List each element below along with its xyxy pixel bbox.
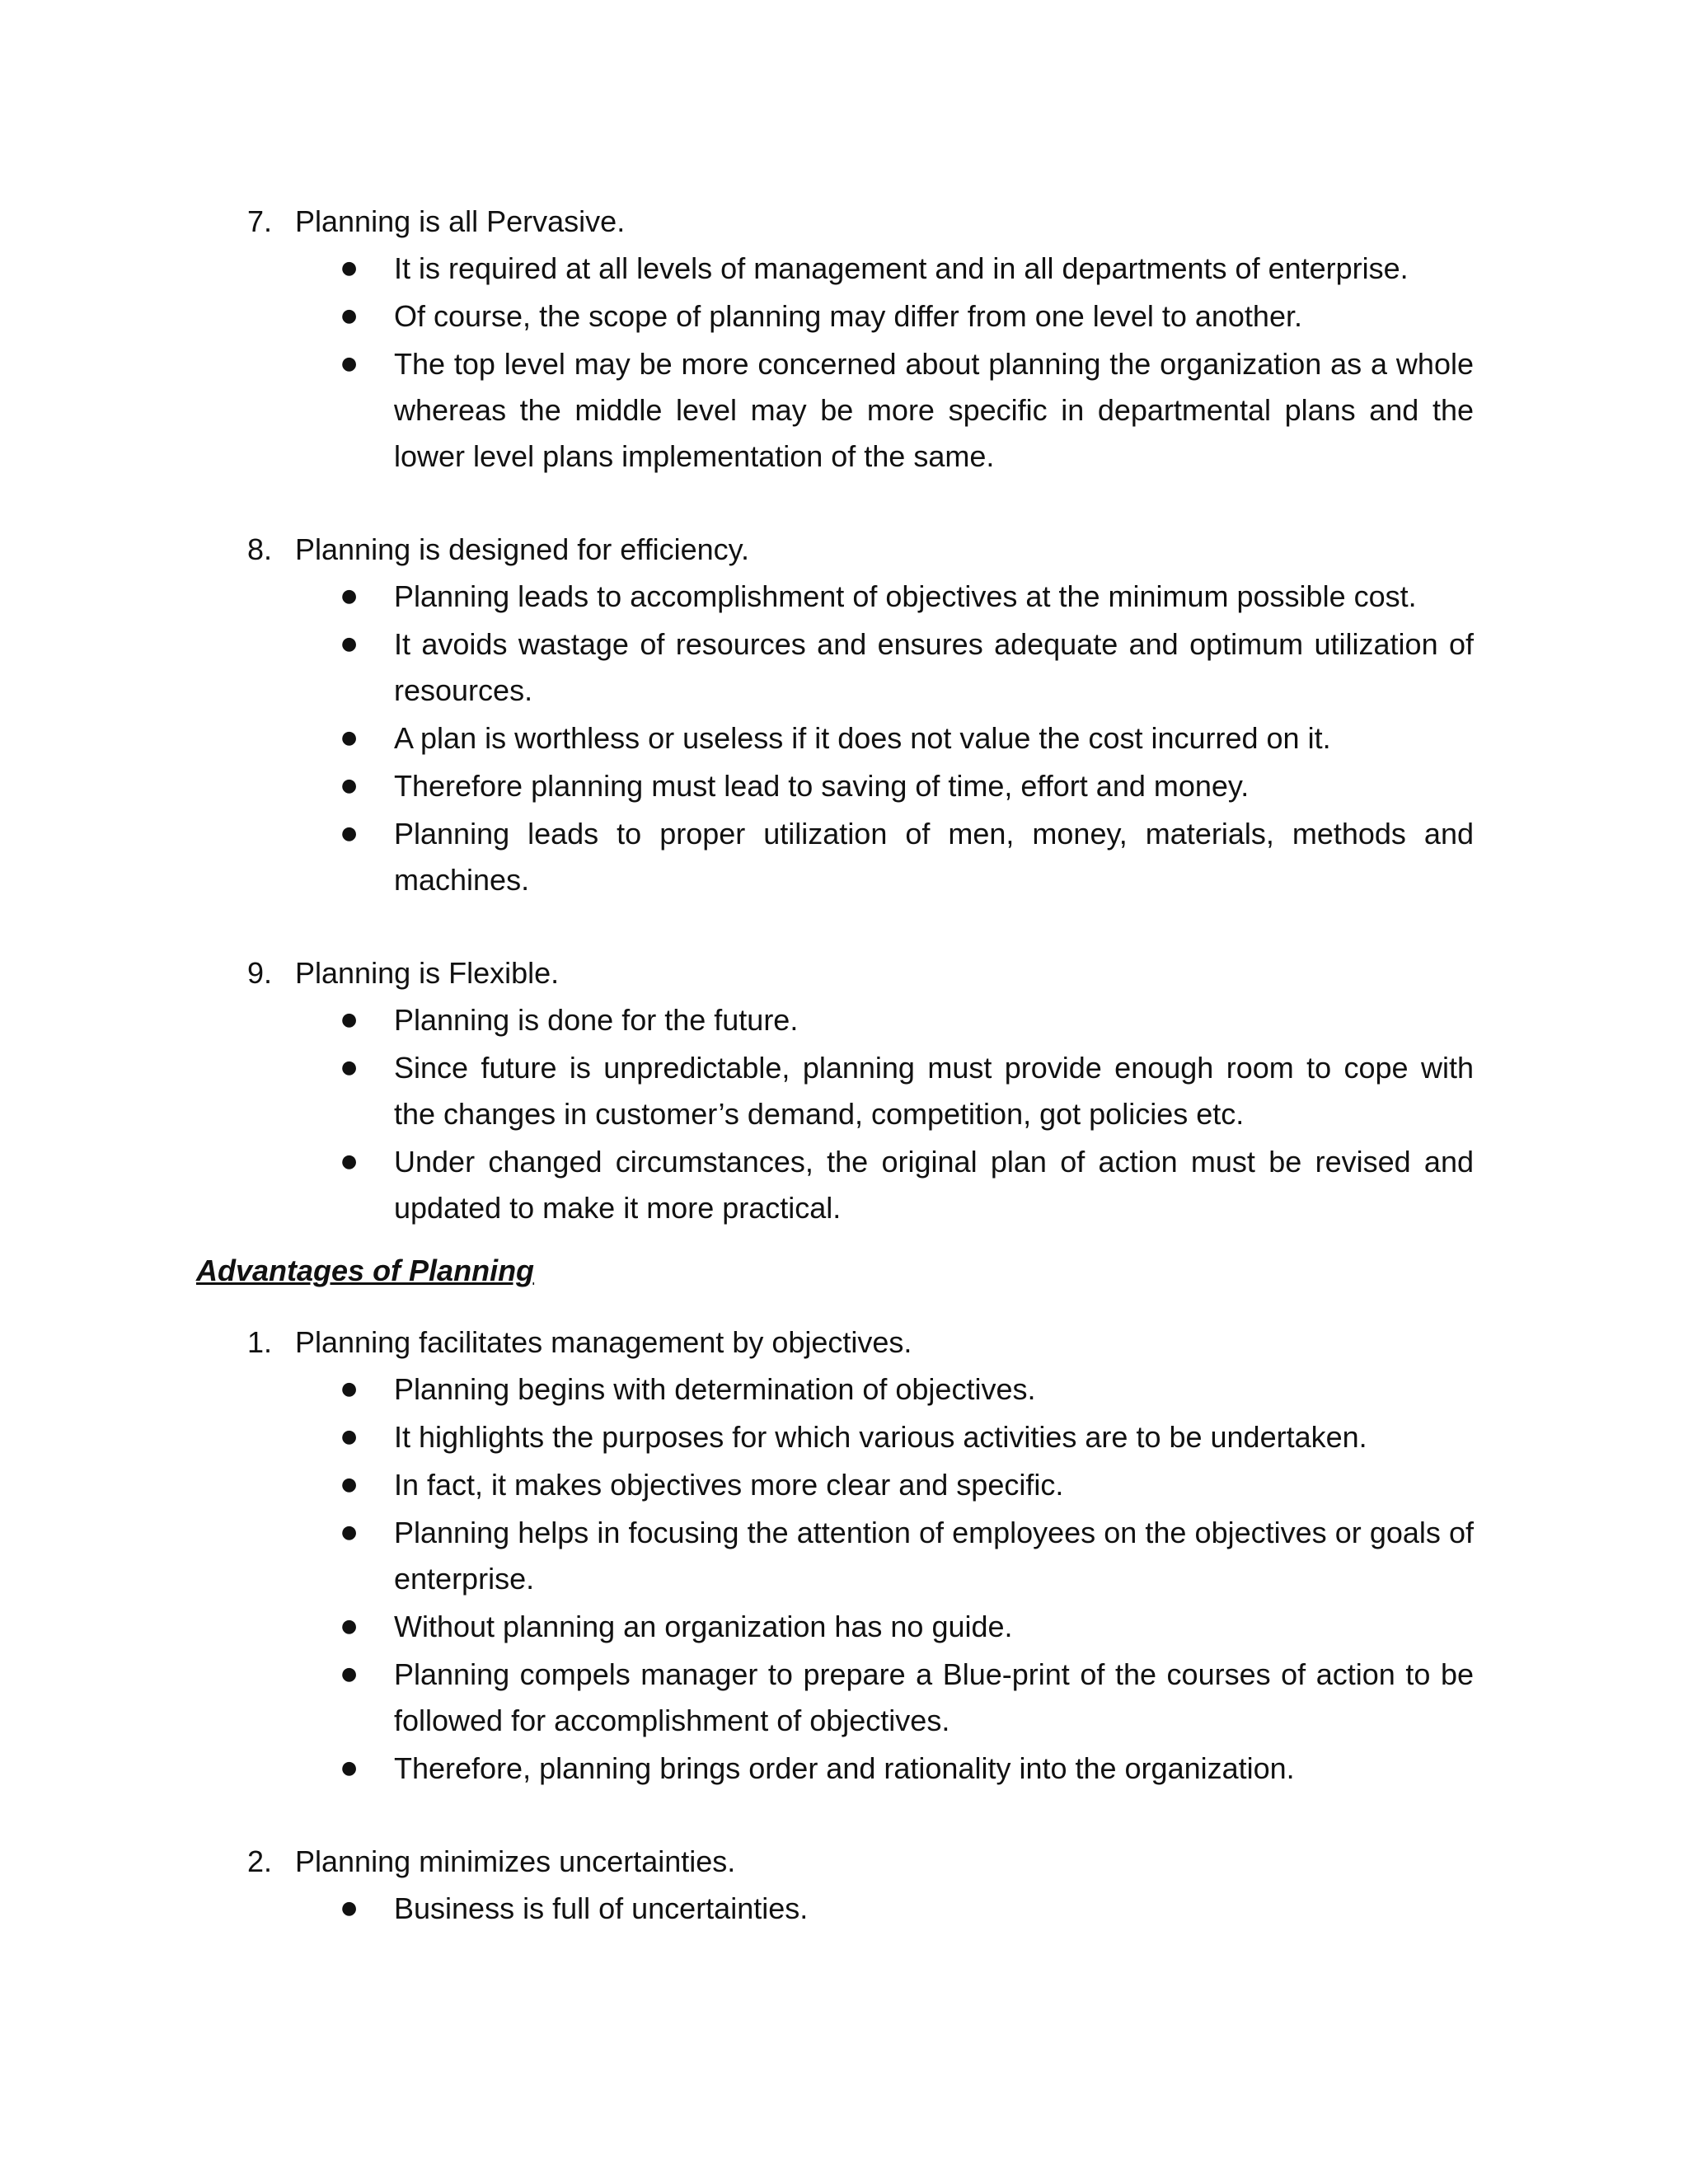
list-item: ● Without planning an organization has no guide.	[394, 1604, 1474, 1650]
list-item: ● Of course, the scope of planning may differ from one level to another.	[394, 293, 1474, 340]
section-title	[196, 198, 1474, 246]
section-number: 8.	[247, 532, 273, 566]
section-title-text: Planning is Flexible.	[295, 956, 560, 990]
list-item: ● Therefore planning must lead to saving of time, effort and money.	[394, 763, 1474, 809]
section-number: 7.	[247, 204, 273, 238]
advantages-heading: Advantages of Planning	[196, 1254, 535, 1287]
list-item: ● Business is full of uncertainties.	[394, 1886, 1474, 1932]
list-item: ● The top level may be more concerned about planning the organization as a whole whereas the middle level may be more specific in departmental plans and the lower level plans implementation of the same.	[394, 341, 1474, 480]
section-title	[196, 949, 1474, 997]
list-item: ● Planning leads to accomplishment of objectives at the minimum possible cost.	[394, 574, 1474, 620]
bottom-sections	[196, 1319, 1474, 1932]
list-item: ● In fact, it makes objectives more clear and specific.	[394, 1462, 1474, 1508]
section-7	[196, 198, 1474, 480]
section-number: 9.	[247, 956, 273, 990]
section-1	[196, 1319, 1474, 1792]
list-item: ● It avoids wastage of resources and ensures adequate and optimum utilization of resources.	[394, 621, 1474, 714]
list-item: ● It highlights the purposes for which various activities are to be undertaken.	[394, 1414, 1474, 1460]
list-item: ● Planning is done for the future.	[394, 997, 1474, 1043]
section-title-text: Planning facilitates management by objectives.	[295, 1325, 912, 1359]
section-title-text: Planning is all Pervasive.	[295, 204, 626, 238]
bullet-list	[196, 246, 1474, 480]
section-title	[196, 526, 1474, 574]
bullet-list	[196, 574, 1474, 903]
list-item: ● Planning leads to proper utilization of men, money, materials, methods and machines.	[394, 811, 1474, 903]
list-item: ● Planning compels manager to prepare a Blue-print of the courses of action to be followed for accomplishment of objectives.	[394, 1652, 1474, 1744]
section-8	[196, 526, 1474, 903]
section-title-text: Planning is designed for efficiency.	[295, 532, 750, 566]
bullet-list	[196, 997, 1474, 1231]
section-title	[196, 1838, 1474, 1886]
list-item: ● Since future is unpredictable, planning must provide enough room to cope with the changes in customer’s demand, competition, got policies etc.	[394, 1045, 1474, 1137]
list-item: ● Planning begins with determination of objectives.	[394, 1366, 1474, 1413]
list-item: ● It is required at all levels of management and in all departments of enterprise.	[394, 246, 1474, 292]
section-number: 2.	[247, 1844, 273, 1878]
section-number: 1.	[247, 1325, 273, 1359]
section-title-text: Planning minimizes uncertainties.	[295, 1844, 736, 1878]
bullet-list	[196, 1366, 1474, 1792]
section-title	[196, 1319, 1474, 1366]
list-item: ● A plan is worthless or useless if it does not value the cost incurred on it.	[394, 715, 1474, 762]
list-item: ● Planning helps in focusing the attention of employees on the objectives or goals of enterprise.	[394, 1510, 1474, 1602]
top-sections	[196, 198, 1474, 1231]
bullet-list	[196, 1886, 1474, 1932]
section-2	[196, 1838, 1474, 1932]
list-item: ● Under changed circumstances, the original plan of action must be revised and updated to make it more practical.	[394, 1139, 1474, 1231]
list-item: ● Therefore, planning brings order and rationality into the organization.	[394, 1746, 1474, 1792]
section-9	[196, 949, 1474, 1231]
